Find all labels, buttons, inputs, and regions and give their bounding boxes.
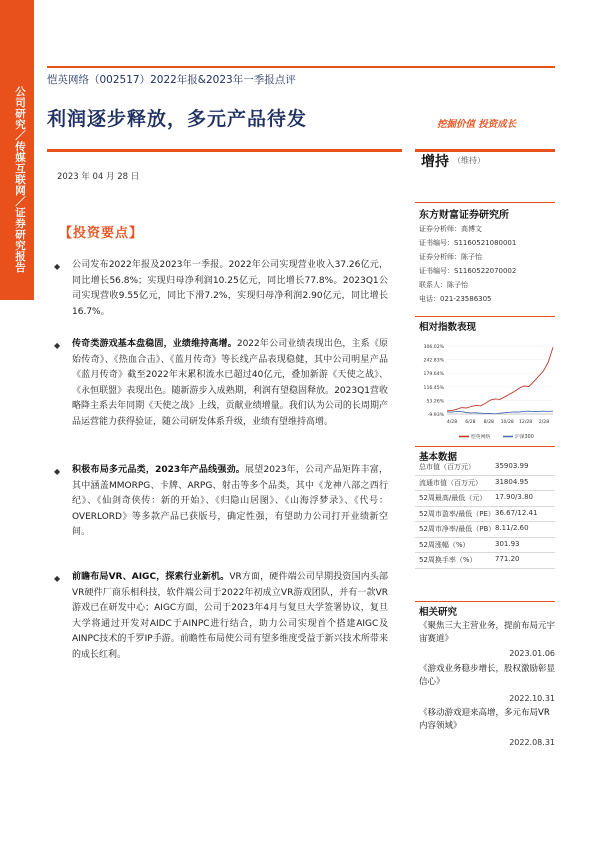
x-tick-label: 12/28 [518, 420, 533, 425]
related-divider [415, 601, 555, 602]
report-tag: 恺英网络（002517）2022年报&2023年一季报点评 [47, 74, 296, 86]
analyst-line: 联系人：陈子怡 [419, 281, 468, 289]
analyst-line: 证券分析师：陈子怡 [419, 253, 482, 261]
basic-data-value: 36.67/12.41 [495, 508, 538, 517]
related-report-title[interactable]: 《游戏业务稳步增长，股权激励彰显信心》 [419, 664, 556, 687]
page-title: 利润逐步释放，多元产品待发 [47, 108, 308, 130]
basic-data-value: 17.90/3.80 [495, 493, 533, 501]
legend-label: 恺英网络 [471, 435, 491, 440]
basic-data-title: 基本数据 [419, 452, 458, 463]
report-date: 2023 年 04 月 28 日 [57, 172, 140, 182]
relative-index-chart [415, 338, 557, 446]
analyst-line: 证券分析师：高博文 [419, 225, 482, 233]
x-tick-label: 4/28 [446, 420, 458, 425]
basic-data-row [419, 540, 555, 551]
section-title-summary: 【投资要点】 [59, 226, 144, 241]
sidebar-category: 公司研究／传媒互联网／证券研究报告 [14, 86, 26, 273]
summary-bullet [54, 258, 388, 320]
related-report-title[interactable]: 《移动游戏迎来高增，多元布局VR内容领域》 [419, 708, 550, 731]
basic-data-separator [415, 521, 555, 522]
chart-section-title: 相对指数表现 [419, 322, 477, 333]
slogan: 挖掘价值 投资成长 [437, 119, 517, 130]
basic-data-label: 流通市值（百万元） [419, 478, 482, 487]
diamond-bullet-icon: ◆ [54, 341, 61, 350]
rating: 增持 [421, 154, 449, 170]
basic-data-separator [415, 506, 555, 507]
diamond-bullet-icon: ◆ [54, 574, 61, 583]
bullet-text: 公司发布2022年报及2023年一季报。2022年公司实现营业收入37.26亿元，同比增长56.8%；实现归母净利润10.25亿元，同比增长77.8%。2023Q1公司实现营收9.55亿元，同比下滑7.2%，实现归母净利润2.90亿元，同比增长16.7%。 [72, 260, 388, 317]
related-report-date: 2023.01.06 [509, 649, 555, 658]
x-tick-label: 6/28 [465, 420, 476, 425]
y-tick-label: 116.45% [423, 385, 444, 391]
header-divider [47, 66, 555, 68]
basic-data-value: 301.93 [495, 539, 520, 548]
chart-divider [415, 316, 555, 317]
basic-data-label: 52周换手率（%） [419, 556, 477, 564]
basic-data-separator [415, 552, 555, 553]
y-tick-label: 306.02% [423, 345, 444, 350]
analyst-line: 电话：021-23586305 [419, 295, 492, 303]
basic-data-separator [415, 537, 555, 538]
basic-data-separator [415, 568, 555, 569]
basic-data-label: 52周市盈率/最低（PE） [419, 509, 495, 518]
analyst-line: 证书编号：S1160522070002 [419, 267, 517, 275]
basic-data-row [419, 478, 555, 489]
basic-data-row [419, 524, 555, 535]
summary-bullet [54, 570, 388, 663]
org-divider [415, 202, 555, 203]
series-line-1 [447, 411, 553, 414]
basic-data-divider [415, 446, 555, 447]
title-rule-left [47, 149, 402, 152]
research-org: 东方财富证券研究所 [419, 210, 509, 221]
x-tick-label: 8/28 [483, 420, 494, 425]
basic-data-value: 8.11/2.60 [495, 524, 529, 532]
basic-data-row [419, 555, 555, 566]
bullet-text: VR方面，硬件端公司早期投资国内头部VR硬件厂商乐相科技，软件端公司于2022年初成立VR游戏团队，并有一款VR游戏已在研发中心；AIGC方面，公司于2023年4月与复旦大学签署协议，复旦大学将通过开发对AIDC于AINPC进行结合，助力公司实现首个搭建AIGC及AINPC技术的千罗IP手游。前瞻性布局使公司有望多维度受益于新兴技术所带来的成长红利。 [72, 572, 388, 660]
x-tick-label: 10/28 [500, 420, 514, 425]
basic-data-label: 52周市净率/最低（PB） [419, 525, 496, 533]
diamond-bullet-icon: ◆ [54, 467, 61, 476]
related-report-title[interactable]: 《聚焦三大主营业务，提前布局元宇宙赛道》 [419, 621, 556, 644]
legend-label: 沪深300 [515, 435, 534, 440]
basic-data-value: 31804.95 [495, 477, 529, 486]
y-tick-label: 242.83% [423, 358, 444, 364]
related-title: 相关研究 [419, 607, 458, 618]
basic-data-separator [415, 475, 555, 476]
bullet-text: 2022年公司业绩表现出色，主系《原始传奇》、《热血合击》、《蓝月传奇》等长线产品表现稳健，其中公司明星产品《蓝月传奇》截至2022年末累积流水已超过40亿元，叠加新游《天使之战》、《永恒联盟》表现出色。随新游步入成熟期，利润有望稳固释放。2023Q1营收略降主系去年同期《天使之战》上线，贡献业绩增量。我们认为公司的长周期产品运营能力获得验证，随公司研发体系升级，业绩有望维持高增。 [72, 339, 388, 427]
related-report-date: 2022.10.31 [509, 694, 555, 703]
y-tick-label: -9.93% [427, 413, 444, 418]
bullet-lead: 前瞻布局VR、AIGC，探索行业新机。 [72, 572, 230, 582]
related-report-date: 2022.08.31 [509, 738, 555, 747]
summary-bullet [54, 463, 388, 541]
basic-data-label: 52周最高/最低（元） [419, 494, 487, 502]
diamond-bullet-icon: ◆ [54, 262, 61, 271]
analyst-line: 证书编号：S1160521080001 [419, 239, 517, 247]
y-tick-label: 53.26% [426, 399, 444, 405]
summary-bullet [54, 337, 388, 430]
basic-data-row [419, 462, 555, 473]
y-tick-label: 179.64% [423, 372, 444, 378]
basic-data-label: 总市值（百万元） [419, 463, 475, 471]
x-tick-label: 2/28 [538, 420, 550, 425]
series-line-0 [447, 347, 553, 411]
bullet-text: 展望2023年，公司产品矩阵丰富，其中涵盖MMORPG、卡牌、ARPG、射击等多个品类，其中《龙神八部之西行纪》、《仙剑奇侠传：新的开始》、《归隐山居图》、《山海浮梦录》、《代号：OVERLORD》等多款产品已获版号，确定性强，有望助力公司打开业绩新空间。 [72, 465, 388, 537]
basic-data-value: 771.20 [495, 555, 520, 563]
basic-data-row [419, 509, 555, 520]
basic-data-row [419, 493, 555, 504]
bullet-lead: 积极布局多元品类，2023年产品线强劲。 [72, 465, 246, 475]
basic-data-separator [415, 490, 555, 491]
bullet-lead: 传奇类游戏基本盘稳固，业绩维持高增。 [72, 339, 237, 349]
rating-note: （维持） [453, 156, 485, 165]
basic-data-label: 52周涨幅（%） [419, 540, 470, 549]
basic-data-value: 35903.99 [495, 462, 529, 470]
